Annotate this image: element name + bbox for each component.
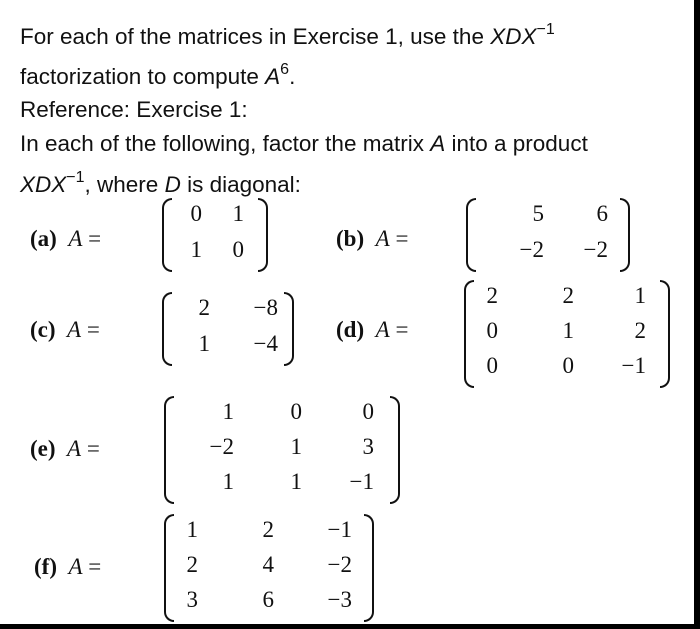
matrix-cell: 1 (222, 399, 234, 424)
screen-edge-right (694, 0, 700, 629)
matrix-cell: 2 (486, 283, 498, 308)
matrix-cell: 3 (362, 434, 374, 459)
problem-text: factorization to compute (20, 64, 266, 89)
problem-text: . (289, 64, 296, 89)
matrix-e-label: (e) A = (30, 436, 100, 461)
matrix-cell: 6 (596, 201, 608, 226)
right-bracket (660, 280, 670, 388)
matrix-c (162, 292, 294, 366)
matrix-cell: 1 (190, 237, 202, 262)
math-var-xdx: XDX (490, 24, 537, 49)
right-bracket (620, 198, 630, 272)
matrix-e (164, 396, 400, 504)
math-var-a: A (430, 131, 446, 156)
matrix-cell: 2 (198, 295, 210, 320)
matrix-cell: 0 (362, 399, 374, 424)
right-bracket (390, 396, 400, 504)
matrix-b-label: (b) A = (336, 226, 409, 251)
reference-line: Reference: Exercise 1: (20, 97, 248, 122)
matrix-cell: 2 (262, 517, 274, 542)
matrix-cell: 0 (190, 201, 202, 226)
math-var-a: A (265, 64, 281, 89)
matrix-cell: 0 (486, 353, 498, 378)
matrix-cell: 3 (186, 587, 198, 612)
problem-text: , where (84, 172, 165, 197)
matrix-f (164, 514, 374, 622)
matrix-cell: 1 (198, 331, 210, 356)
problem-text: into a product (445, 131, 588, 156)
matrix-cell: 0 (486, 318, 498, 343)
problem-text: In each of the following, factor the matrix (20, 131, 431, 156)
matrix-cell: 1 (186, 517, 198, 542)
right-bracket (258, 198, 268, 272)
matrix-cell: 6 (262, 587, 274, 612)
math-var-xdx: XDX (20, 172, 67, 197)
matrix-d-label: (d) A = (336, 317, 409, 342)
problem-line-1 (20, 22, 555, 55)
left-bracket (164, 514, 174, 622)
matrix-d (464, 280, 670, 388)
problem-line-4 (20, 129, 588, 159)
matrix-cell: 2 (562, 283, 574, 308)
matrix-cell: 1 (290, 434, 302, 459)
matrix-cell: 1 (290, 469, 302, 494)
matrix-cell: −2 (583, 237, 608, 262)
matrix-c-label: (c) A = (30, 317, 100, 342)
right-bracket (284, 292, 294, 366)
problem-text: For each of the matrices in Exercise 1, use the (20, 24, 491, 49)
matrix-cell: −1 (621, 353, 646, 378)
screen-edge-bottom (0, 624, 700, 629)
matrix-cell: 5 (532, 201, 544, 226)
matrix-b (466, 198, 630, 272)
matrix-cell: 1 (634, 283, 646, 308)
matrix-cell: −2 (519, 237, 544, 262)
left-bracket (162, 292, 172, 366)
left-bracket (164, 396, 174, 504)
matrix-cell: −2 (327, 552, 352, 577)
matrix-cell: 2 (186, 552, 198, 577)
left-bracket (466, 198, 476, 272)
matrix-cell: −2 (209, 434, 234, 459)
matrix-f-label: (f) A = (34, 554, 102, 579)
problem-line-2 (20, 62, 295, 95)
matrix-cell: 0 (232, 237, 244, 262)
right-bracket (364, 514, 374, 622)
matrix-cell: −4 (253, 331, 278, 356)
problem-text: is diagonal: (180, 172, 301, 197)
matrix-cell: −8 (253, 295, 278, 320)
math-exponent: 6 (280, 61, 290, 78)
math-exponent: −1 (536, 21, 555, 38)
matrix-cell: 1 (222, 469, 234, 494)
matrix-cell: 0 (562, 353, 574, 378)
left-bracket (464, 280, 474, 388)
left-bracket (162, 198, 172, 272)
matrix-cell: −1 (327, 517, 352, 542)
matrix-cell: 1 (562, 318, 574, 343)
matrix-cell: 1 (232, 201, 244, 226)
matrix-a-label: (a) A = (30, 226, 102, 251)
matrix-cell: 4 (262, 552, 274, 577)
math-exponent: −1 (66, 169, 85, 186)
matrix-cell: 2 (634, 318, 646, 343)
matrix-cell: 0 (290, 399, 302, 424)
matrix-cell: −3 (327, 587, 352, 612)
math-var-d: D (164, 172, 181, 197)
matrix-cell: −1 (349, 469, 374, 494)
matrix-a (162, 198, 268, 272)
